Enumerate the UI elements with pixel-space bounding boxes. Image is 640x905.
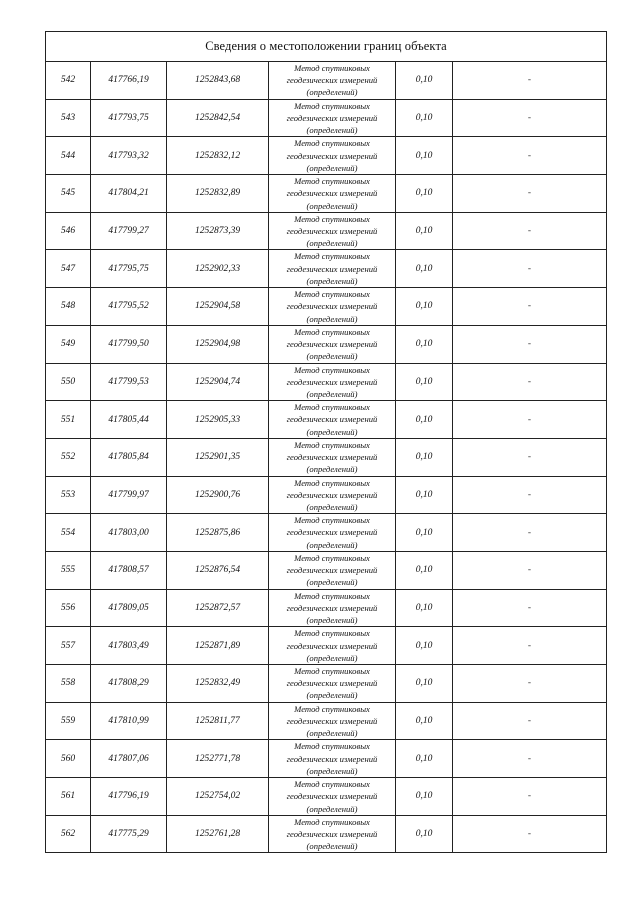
note-cell: - (453, 476, 607, 514)
method-text-line: Метод спутниковых (294, 703, 370, 714)
point-number-cell: 551 (46, 401, 91, 439)
x-coordinate-cell: 417793,32 (91, 137, 167, 175)
table-row (46, 325, 607, 363)
y-coordinate-cell: 1252754,02 (167, 778, 269, 816)
note-cell: - (453, 250, 607, 288)
point-number-cell: 542 (46, 62, 91, 100)
method-text-line: (определений) (306, 388, 358, 399)
y-coordinate-cell: 1252901,35 (167, 438, 269, 476)
method-text-line: Метод спутниковых (294, 176, 370, 187)
accuracy-cell: 0,10 (396, 815, 453, 853)
point-number-cell: 553 (46, 476, 91, 514)
boundary-coordinates-table (45, 31, 607, 853)
method-text-line: Метод спутниковых (294, 816, 370, 827)
point-number-cell: 546 (46, 212, 91, 250)
y-coordinate-cell: 1252876,54 (167, 551, 269, 589)
method-text-line: (определений) (306, 765, 358, 776)
table-row (46, 702, 607, 740)
y-coordinate-cell: 1252761,28 (167, 815, 269, 853)
note-cell: - (453, 99, 607, 137)
point-number-cell: 547 (46, 250, 91, 288)
method-text-line: Метод спутниковых (294, 326, 370, 337)
accuracy-cell: 0,10 (396, 137, 453, 175)
method-text-line: Метод спутниковых (294, 439, 370, 450)
table-row (46, 438, 607, 476)
point-number-cell: 557 (46, 627, 91, 665)
method-text-line: (определений) (306, 351, 358, 362)
method-cell (269, 476, 396, 514)
table-row (46, 401, 607, 439)
y-coordinate-cell: 1252811,77 (167, 702, 269, 740)
method-cell (269, 288, 396, 326)
accuracy-cell: 0,10 (396, 665, 453, 703)
y-coordinate-cell: 1252842,54 (167, 99, 269, 137)
method-cell (269, 438, 396, 476)
method-cell (269, 589, 396, 627)
accuracy-cell: 0,10 (396, 514, 453, 552)
x-coordinate-cell: 417808,57 (91, 551, 167, 589)
method-text-line: Метод спутниковых (294, 741, 370, 752)
note-cell: - (453, 137, 607, 175)
y-coordinate-cell: 1252872,57 (167, 589, 269, 627)
table-row (46, 514, 607, 552)
method-cell (269, 665, 396, 703)
method-cell (269, 514, 396, 552)
table-row (46, 137, 607, 175)
point-number-cell: 554 (46, 514, 91, 552)
method-text-line: геодезических измерений (286, 301, 378, 312)
method-cell (269, 325, 396, 363)
point-number-cell: 548 (46, 288, 91, 326)
method-text-line: Метод спутниковых (294, 515, 370, 526)
method-text-line: Метод спутниковых (294, 779, 370, 790)
method-text-line: (определений) (306, 426, 358, 437)
table-row (46, 627, 607, 665)
table-row (46, 250, 607, 288)
point-number-cell: 543 (46, 99, 91, 137)
accuracy-cell: 0,10 (396, 401, 453, 439)
point-number-cell: 560 (46, 740, 91, 778)
x-coordinate-cell: 417803,49 (91, 627, 167, 665)
x-coordinate-cell: 417809,05 (91, 589, 167, 627)
y-coordinate-cell: 1252904,74 (167, 363, 269, 401)
accuracy-cell: 0,10 (396, 363, 453, 401)
method-text-line: геодезических измерений (286, 75, 378, 86)
note-cell: - (453, 62, 607, 100)
note-cell: - (453, 514, 607, 552)
method-cell (269, 212, 396, 250)
method-text-line: геодезических измерений (286, 150, 378, 161)
note-cell: - (453, 401, 607, 439)
y-coordinate-cell: 1252904,58 (167, 288, 269, 326)
accuracy-cell: 0,10 (396, 438, 453, 476)
method-text-line: (определений) (306, 615, 358, 626)
method-text-line: геодезических измерений (286, 112, 378, 123)
method-text-line: геодезических измерений (286, 565, 378, 576)
note-cell: - (453, 175, 607, 213)
y-coordinate-cell: 1252832,89 (167, 175, 269, 213)
method-text-line: (определений) (306, 87, 358, 98)
method-text-line: геодезических измерений (286, 791, 378, 802)
table-row (46, 551, 607, 589)
method-text-line: Метод спутниковых (294, 289, 370, 300)
point-number-cell: 549 (46, 325, 91, 363)
method-text-line: (определений) (306, 200, 358, 211)
method-text-line: геодезических измерений (286, 376, 378, 387)
note-cell: - (453, 740, 607, 778)
x-coordinate-cell: 417805,84 (91, 438, 167, 476)
y-coordinate-cell: 1252900,76 (167, 476, 269, 514)
table-row (46, 815, 607, 853)
method-text-line: Метод спутниковых (294, 364, 370, 375)
note-cell: - (453, 627, 607, 665)
method-text-line: (определений) (306, 313, 358, 324)
method-text-line: Метод спутниковых (294, 138, 370, 149)
table-row (46, 665, 607, 703)
method-cell (269, 401, 396, 439)
method-text-line: (определений) (306, 275, 358, 286)
y-coordinate-cell: 1252902,33 (167, 250, 269, 288)
method-text-line: геодезических измерений (286, 678, 378, 689)
y-coordinate-cell: 1252771,78 (167, 740, 269, 778)
x-coordinate-cell: 417807,06 (91, 740, 167, 778)
note-cell: - (453, 778, 607, 816)
x-coordinate-cell: 417795,52 (91, 288, 167, 326)
accuracy-cell: 0,10 (396, 288, 453, 326)
method-cell (269, 175, 396, 213)
x-coordinate-cell: 417799,97 (91, 476, 167, 514)
x-coordinate-cell: 417799,50 (91, 325, 167, 363)
accuracy-cell: 0,10 (396, 702, 453, 740)
note-cell: - (453, 288, 607, 326)
method-text-line: Метод спутниковых (294, 63, 370, 74)
note-cell: - (453, 815, 607, 853)
method-text-line: (определений) (306, 803, 358, 814)
method-text-line: (определений) (306, 690, 358, 701)
method-text-line: геодезических измерений (286, 602, 378, 613)
accuracy-cell: 0,10 (396, 627, 453, 665)
method-text-line: (определений) (306, 125, 358, 136)
method-text-line: геодезических измерений (286, 640, 378, 651)
table-row (46, 62, 607, 100)
x-coordinate-cell: 417766,19 (91, 62, 167, 100)
method-text-line: (определений) (306, 238, 358, 249)
table-row (46, 778, 607, 816)
method-text-line: Метод спутниковых (294, 477, 370, 488)
method-text-line: (определений) (306, 652, 358, 663)
method-cell (269, 137, 396, 175)
method-text-line: геодезических измерений (286, 225, 378, 236)
accuracy-cell: 0,10 (396, 325, 453, 363)
point-number-cell: 552 (46, 438, 91, 476)
method-text-line: геодезических измерений (286, 188, 378, 199)
method-text-line: (определений) (306, 502, 358, 512)
accuracy-cell: 0,10 (396, 740, 453, 778)
point-number-cell: 562 (46, 815, 91, 853)
point-number-cell: 545 (46, 175, 91, 213)
x-coordinate-cell: 417808,29 (91, 665, 167, 703)
x-coordinate-cell: 417805,44 (91, 401, 167, 439)
method-text-line: Метод спутниковых (294, 213, 370, 224)
point-number-cell: 556 (46, 589, 91, 627)
method-text-line: геодезических измерений (286, 489, 378, 500)
method-text-line: Метод спутниковых (294, 251, 370, 262)
point-number-cell: 558 (46, 665, 91, 703)
accuracy-cell: 0,10 (396, 551, 453, 589)
y-coordinate-cell: 1252905,33 (167, 401, 269, 439)
accuracy-cell: 0,10 (396, 476, 453, 514)
method-text-line: геодезических измерений (286, 715, 378, 726)
note-cell: - (453, 438, 607, 476)
table-title: Сведения о местоположении границ объекта (46, 32, 607, 62)
accuracy-cell: 0,10 (396, 778, 453, 816)
note-cell: - (453, 363, 607, 401)
method-text-line: Метод спутниковых (294, 590, 370, 601)
method-text-line: Метод спутниковых (294, 402, 370, 413)
method-cell (269, 363, 396, 401)
table-title-row (46, 32, 607, 62)
x-coordinate-cell: 417796,19 (91, 778, 167, 816)
method-text-line: Метод спутниковых (294, 100, 370, 111)
note-cell: - (453, 665, 607, 703)
point-number-cell: 544 (46, 137, 91, 175)
note-cell: - (453, 212, 607, 250)
method-text-line: Метод спутниковых (294, 628, 370, 639)
table-row (46, 476, 607, 514)
method-text-line: геодезических измерений (286, 527, 378, 538)
method-text-line: геодезических измерений (286, 753, 378, 764)
method-cell (269, 551, 396, 589)
table-body (46, 62, 607, 853)
table-row (46, 288, 607, 326)
method-text-line: геодезических измерений (286, 339, 378, 350)
method-text-line: геодезических измерений (286, 263, 378, 274)
method-cell (269, 740, 396, 778)
x-coordinate-cell: 417803,00 (91, 514, 167, 552)
x-coordinate-cell: 417810,99 (91, 702, 167, 740)
table-row (46, 212, 607, 250)
table-row (46, 740, 607, 778)
note-cell: - (453, 325, 607, 363)
method-cell (269, 815, 396, 853)
x-coordinate-cell: 417793,75 (91, 99, 167, 137)
point-number-cell: 559 (46, 702, 91, 740)
table-row (46, 175, 607, 213)
note-cell: - (453, 589, 607, 627)
accuracy-cell: 0,10 (396, 99, 453, 137)
y-coordinate-cell: 1252871,89 (167, 627, 269, 665)
method-text-line: Метод спутниковых (294, 666, 370, 677)
method-text-line: Метод спутниковых (294, 552, 370, 563)
x-coordinate-cell: 417795,75 (91, 250, 167, 288)
method-text-line: (определений) (306, 841, 358, 852)
method-text-line: (определений) (306, 728, 358, 739)
x-coordinate-cell: 417799,53 (91, 363, 167, 401)
accuracy-cell: 0,10 (396, 212, 453, 250)
x-coordinate-cell: 417804,21 (91, 175, 167, 213)
method-text-line: (определений) (306, 464, 358, 475)
accuracy-cell: 0,10 (396, 62, 453, 100)
method-text-line: (определений) (306, 539, 358, 550)
note-cell: - (453, 551, 607, 589)
method-cell (269, 778, 396, 816)
method-cell (269, 99, 396, 137)
note-cell: - (453, 702, 607, 740)
accuracy-cell: 0,10 (396, 175, 453, 213)
method-cell (269, 62, 396, 100)
point-number-cell: 550 (46, 363, 91, 401)
table-row (46, 589, 607, 627)
accuracy-cell: 0,10 (396, 250, 453, 288)
method-cell (269, 627, 396, 665)
accuracy-cell: 0,10 (396, 589, 453, 627)
method-cell (269, 702, 396, 740)
method-text-line: геодезических измерений (286, 414, 378, 425)
point-number-cell: 561 (46, 778, 91, 816)
y-coordinate-cell: 1252843,68 (167, 62, 269, 100)
method-cell (269, 250, 396, 288)
y-coordinate-cell: 1252875,86 (167, 514, 269, 552)
table-row (46, 363, 607, 401)
y-coordinate-cell: 1252873,39 (167, 212, 269, 250)
y-coordinate-cell: 1252832,12 (167, 137, 269, 175)
table-row (46, 99, 607, 137)
y-coordinate-cell: 1252832,49 (167, 665, 269, 703)
method-text-line: (определений) (306, 577, 358, 588)
method-text-line: геодезических измерений (286, 452, 378, 463)
method-text-line: (определений) (306, 162, 358, 173)
x-coordinate-cell: 417799,27 (91, 212, 167, 250)
x-coordinate-cell: 417775,29 (91, 815, 167, 853)
point-number-cell: 555 (46, 551, 91, 589)
y-coordinate-cell: 1252904,98 (167, 325, 269, 363)
method-text-line: геодезических измерений (286, 828, 378, 839)
